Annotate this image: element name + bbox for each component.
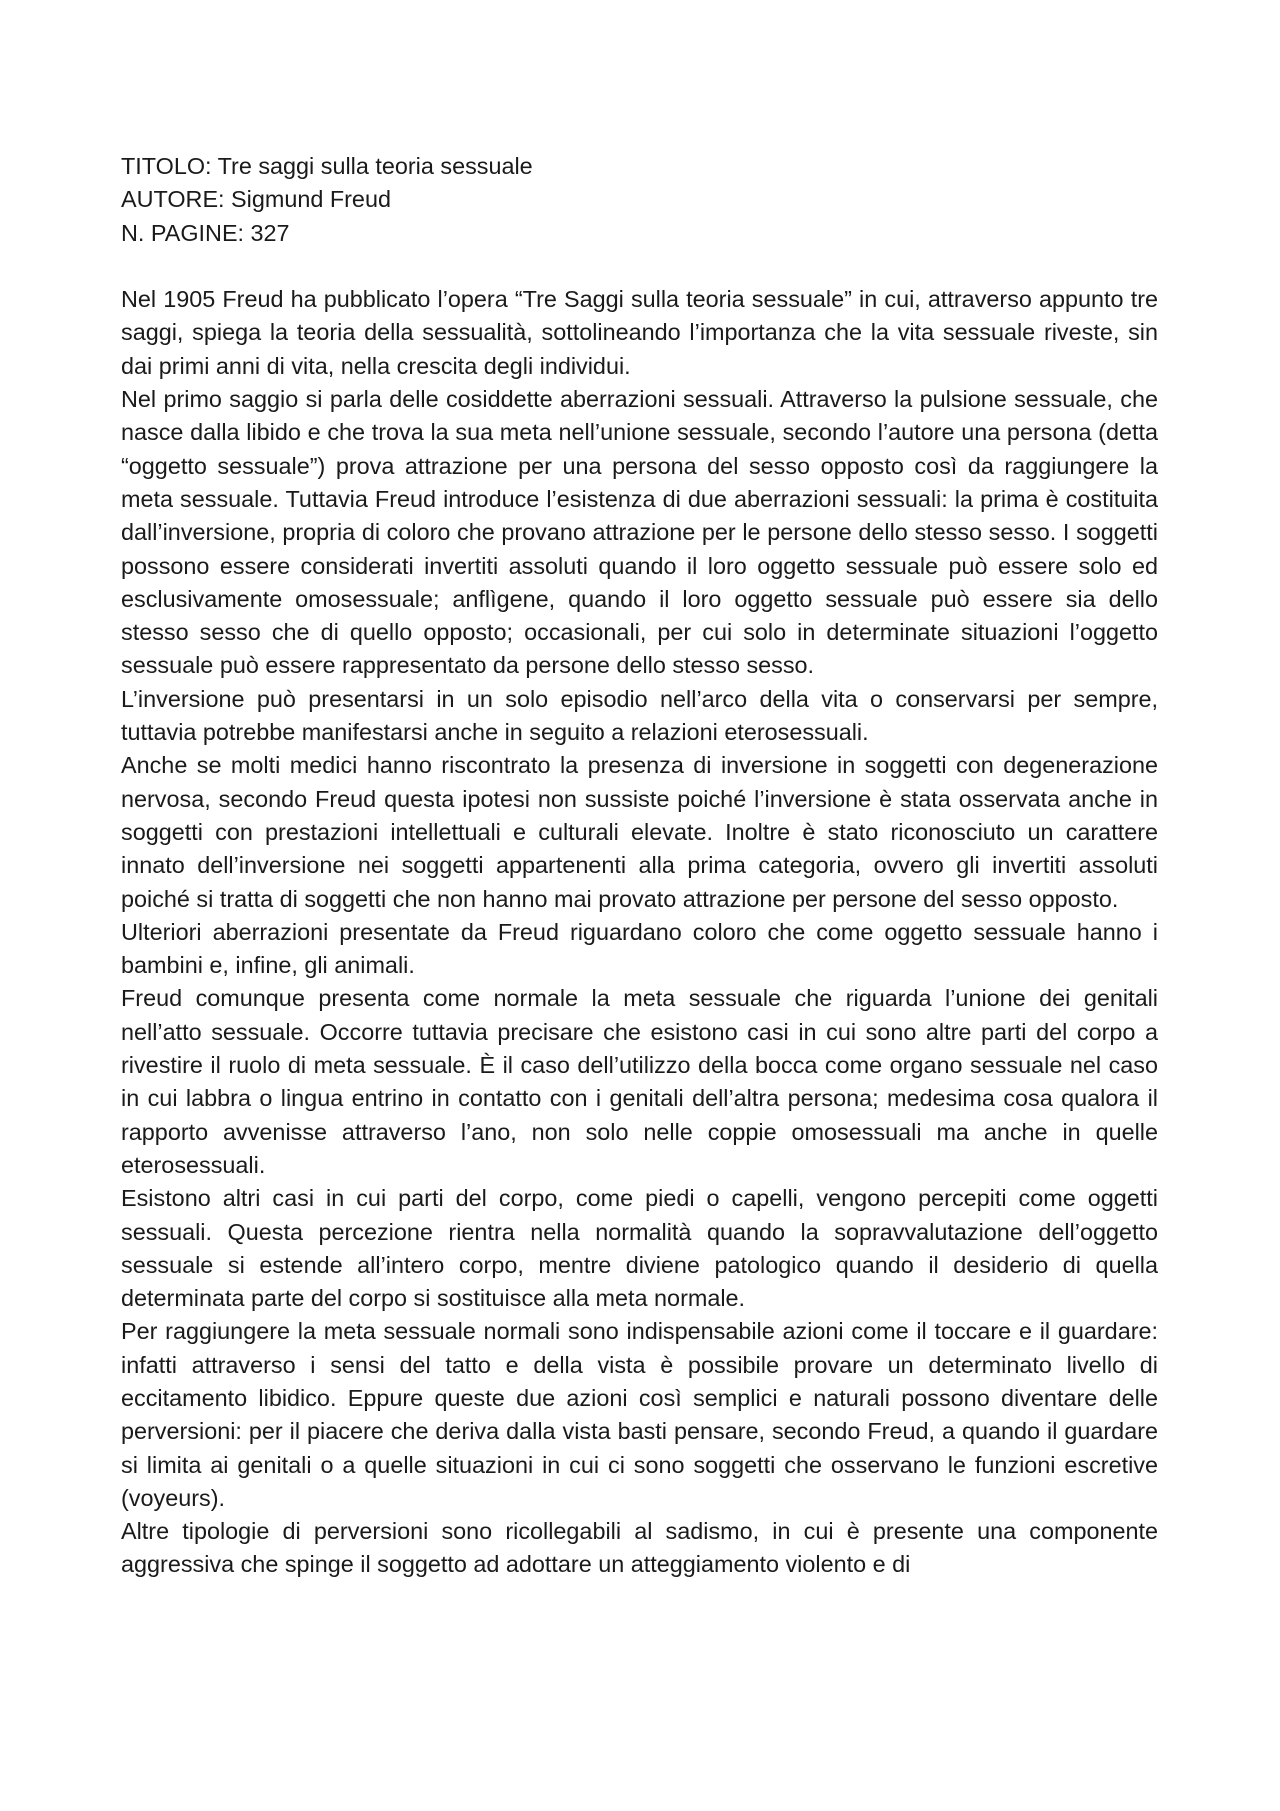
- author-line: AUTORE: Sigmund Freud: [121, 186, 391, 213]
- paragraph: Nel 1905 Freud ha pubblicato l’opera “Tre Saggi sulla teoria sessuale” in cui, attraverso appunto tre saggi, spiega la teoria della sessualità, sottolineando l’importanza che la vita sessuale riveste, sin dai primi anni di vita, nella crescita degli individui.: [121, 286, 1158, 379]
- pages-line: N. PAGINE: 327: [121, 219, 290, 246]
- title-line: TITOLO: Tre saggi sulla teoria sessuale: [121, 153, 533, 179]
- paragraph: Ulteriori aberrazioni presentate da Freud riguardano coloro che come oggetto sessuale hanno i bambini e, infine, gli animali.: [121, 918, 1158, 979]
- paragraph: Per raggiungere la meta sessuale normali sono indispensabile azioni come il toccare e il guardare: infatti attraverso i sensi del tatto e della vista è possibile provare un determinato livello di eccitamento libidico. Eppure queste due azioni così semplici e naturali possono diventare delle perversioni: per il piacere che deriva dalla vista basti pensare, secondo Freud, a quando il guardare si limita ai genitali o a quelle situazioni in cui ci sono soggetti che osservano le funzioni escretive (voyeurs).: [121, 1318, 1158, 1511]
- paragraph: Nel primo saggio si parla delle cosiddette aberrazioni sessuali. Attraverso la pulsione sessuale, che nasce dalla libido e che trova la sua meta nell’unione sessuale, secondo l’autore una persona (detta “oggetto sessuale”) prova attrazione per una persona del sesso opposto così da raggiungere la meta sessuale. Tuttavia Freud introduce l’esistenza di due aberrazioni sessuali: la prima è costituita dall’inversione, propria di coloro che provano attrazione per le persone dello stesso sesso. I soggetti possono essere considerati invertiti assoluti quando il loro oggetto sessuale può essere solo ed esclusivamente omosessuale; anflìgene, quando il loro oggetto sessuale può essere sia dello stesso sesso che di quello opposto; occasionali, per cui solo in determinate situazioni l’oggetto sessuale può essere rappresentato da persone dello stesso sesso.: [121, 386, 1158, 679]
- paragraph: L’inversione può presentarsi in un solo episodio nell’arco della vita o conservarsi per sempre, tuttavia potrebbe manifestarsi anche in seguito a relazioni eterosessuali.: [121, 685, 1158, 746]
- book-info-block: [121, 150, 1158, 250]
- document-body: [121, 150, 1158, 1582]
- paragraph: Altre tipologie di perversioni sono ricollegabili al sadismo, in cui è presente una componente aggressiva che spinge il soggetto ad adottare un atteggiamento violento e di: [121, 1518, 1158, 1578]
- paragraph: Anche se molti medici hanno riscontrato la presenza di inversione in soggetti con degenerazione nervosa, secondo Freud questa ipotesi non sussiste poiché l’inversione è stata osservata anche in soggetti con prestazioni intellettuali e culturali elevate. Inoltre è stato riconosciuto un carattere innato dell’inversione nei soggetti appartenenti alla prima categoria, ovvero gli invertiti assoluti poiché si tratta di soggetti che non hanno mai provato attrazione per persone del sesso opposto.: [121, 752, 1158, 912]
- paragraph: Freud comunque presenta come normale la meta sessuale che riguarda l’unione dei genitali nell’atto sessuale. Occorre tuttavia precisare che esistono casi in cui sono altre parti del corpo a rivestire il ruolo di meta sessuale. È il caso dell’utilizzo della bocca come organo sessuale nel caso in cui labbra o lingua entrino in contatto con i genitali dell’altra persona; medesima cosa qualora il rapporto avvenisse attraverso l’ano, non solo nelle coppie omosessuali ma anche in quelle eterosessuali.: [121, 985, 1158, 1178]
- paragraph: Esistono altri casi in cui parti del corpo, come piedi o capelli, vengono percepiti come oggetti sessuali. Questa percezione rientra nella normalità quando la sopravvalutazione dell’oggetto sessuale si estende all’intero corpo, mentre diviene patologico quando il desiderio di quella determinata parte del corpo si sostituisce alla meta normale.: [121, 1185, 1158, 1312]
